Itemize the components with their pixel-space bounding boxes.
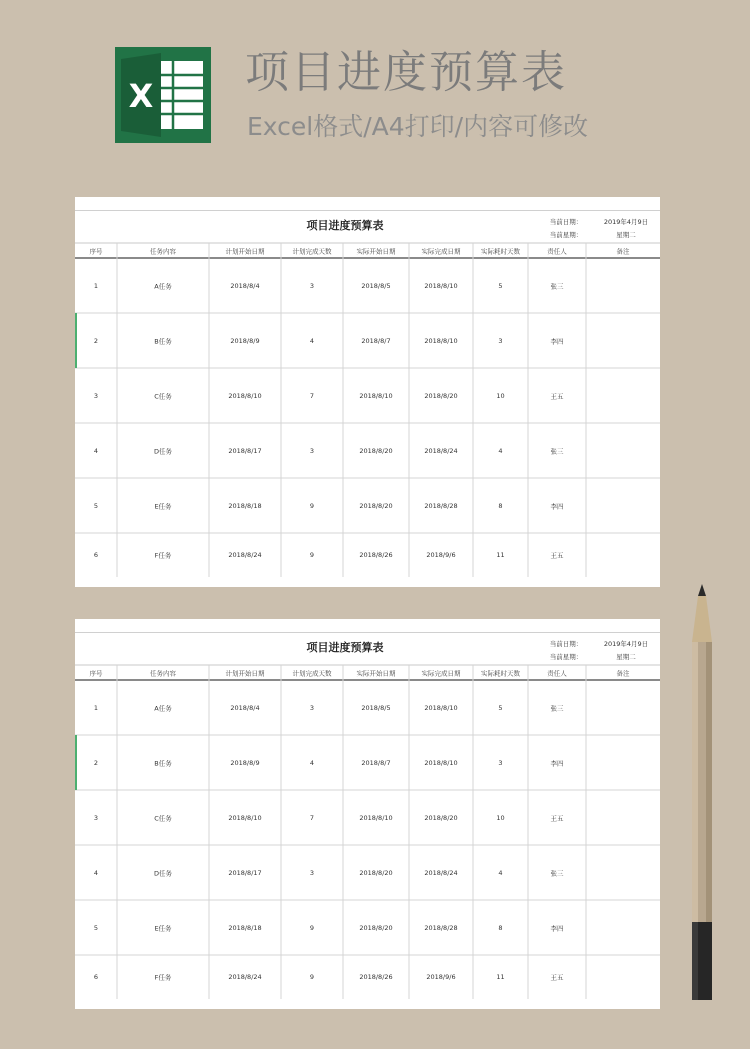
excel-logo-icon xyxy=(115,47,211,143)
table-cell: B任务 xyxy=(154,759,172,767)
table-cell: 2018/9/6 xyxy=(426,551,456,559)
current-weekday-value: 星期二 xyxy=(616,231,636,239)
table-cell: 李四 xyxy=(550,337,564,345)
pencil-icon xyxy=(688,582,716,1007)
table-cell: 2018/8/20 xyxy=(359,923,393,932)
column-header: 计划开始日期 xyxy=(225,247,265,255)
table-cell: 1 xyxy=(93,281,99,290)
table-cell: 1 xyxy=(93,703,99,712)
table-cell: 5 xyxy=(498,703,503,712)
table-cell: 2018/8/4 xyxy=(230,281,260,290)
table-cell: 2018/8/28 xyxy=(424,501,458,510)
table-cell: 张三 xyxy=(550,447,564,455)
column-header: 责任人 xyxy=(547,669,567,677)
table-cell: 3 xyxy=(498,336,503,345)
table-cell: 2018/8/4 xyxy=(230,703,260,712)
table-cell: 2018/8/26 xyxy=(359,551,393,559)
table-cell: 李四 xyxy=(550,924,564,932)
table-cell: 2018/8/10 xyxy=(359,391,393,400)
column-header: 序号 xyxy=(89,669,103,677)
table-cell: 李四 xyxy=(550,502,564,510)
table-cell: 4 xyxy=(93,868,99,877)
current-date-label: 当前日期： xyxy=(549,640,583,648)
table-cell: 7 xyxy=(309,813,315,822)
column-header: 实际耗时天数 xyxy=(481,247,520,255)
column-header: 计划完成天数 xyxy=(292,669,332,677)
spreadsheet-preview-1 xyxy=(75,197,660,587)
table-cell: 2018/8/26 xyxy=(359,973,393,981)
table-cell: 2018/8/10 xyxy=(424,336,458,345)
sheet-title: 项目进度预算表 xyxy=(306,219,384,232)
table-cell: 2 xyxy=(93,758,99,767)
column-header: 实际开始日期 xyxy=(356,669,396,677)
table-cell: 2018/8/20 xyxy=(359,868,393,877)
table-cell: 2018/8/17 xyxy=(228,446,262,455)
table-cell: E任务 xyxy=(154,924,172,932)
column-header: 实际完成日期 xyxy=(421,669,461,677)
table-cell: B任务 xyxy=(154,337,172,345)
table-cell: 5 xyxy=(93,923,99,932)
column-header: 备注 xyxy=(616,669,630,677)
table-cell: 9 xyxy=(309,923,315,932)
table-cell: E任务 xyxy=(154,502,172,510)
table-cell: 11 xyxy=(496,551,505,559)
column-header: 计划完成天数 xyxy=(292,247,332,255)
table-cell: 李四 xyxy=(550,759,564,767)
table-cell: 7 xyxy=(309,391,315,400)
column-header: 实际开始日期 xyxy=(356,247,396,255)
spreadsheet-preview-2 xyxy=(75,619,660,1009)
column-header: 计划开始日期 xyxy=(225,669,265,677)
table-cell: 王五 xyxy=(550,392,564,400)
column-header: 序号 xyxy=(89,247,103,255)
current-weekday-value: 星期二 xyxy=(616,653,636,661)
table-cell: 2018/9/6 xyxy=(426,973,456,981)
column-header: 任务内容 xyxy=(150,247,176,255)
table-cell: 5 xyxy=(498,281,503,290)
table-cell: 2018/8/5 xyxy=(361,703,391,712)
page-title: 项目进度预算表 xyxy=(245,47,567,98)
column-header: 责任人 xyxy=(547,247,567,255)
sheet-title: 项目进度预算表 xyxy=(306,641,384,654)
table-cell: 4 xyxy=(309,336,315,345)
column-header: 任务内容 xyxy=(150,669,176,677)
table-cell: 2018/8/10 xyxy=(228,391,262,400)
table-cell: 2018/8/20 xyxy=(424,391,458,400)
table-cell: A任务 xyxy=(154,704,172,712)
table-cell: 2018/8/10 xyxy=(359,813,393,822)
logo-letter: X xyxy=(128,77,154,115)
table-cell: 3 xyxy=(309,703,315,712)
table-cell: 2018/8/9 xyxy=(230,336,260,345)
column-header: 实际耗时天数 xyxy=(481,669,520,677)
table-cell: 9 xyxy=(309,551,315,559)
table-cell: 4 xyxy=(309,758,315,767)
table-cell: 王五 xyxy=(550,551,564,560)
table-cell: 2018/8/18 xyxy=(228,501,262,510)
table-cell: 6 xyxy=(93,973,99,981)
table-cell: 2018/8/7 xyxy=(361,758,391,767)
table-cell: 2018/8/20 xyxy=(359,501,393,510)
table-cell: 2018/8/24 xyxy=(228,551,262,559)
table-cell: C任务 xyxy=(154,814,172,822)
table-cell: 4 xyxy=(498,446,503,455)
table-cell: 2018/8/28 xyxy=(424,923,458,932)
table-cell: F任务 xyxy=(154,551,172,560)
table-cell: 3 xyxy=(309,281,315,290)
table-cell: D任务 xyxy=(153,447,172,455)
table-cell: 2018/8/18 xyxy=(228,923,262,932)
table-cell: 8 xyxy=(498,501,503,510)
table-cell: 2 xyxy=(93,336,99,345)
table-cell: 4 xyxy=(498,868,503,877)
table-cell: 6 xyxy=(93,551,99,559)
table-cell: 11 xyxy=(496,973,505,981)
current-date-value: 2019年4月9日 xyxy=(603,640,649,648)
table-cell: 9 xyxy=(309,973,315,981)
table-cell: 2018/8/10 xyxy=(424,703,458,712)
table-cell: 2018/8/7 xyxy=(361,336,391,345)
table-cell: 5 xyxy=(93,501,99,510)
table-cell: 2018/8/5 xyxy=(361,281,391,290)
table-cell: F任务 xyxy=(154,973,172,982)
table-cell: 3 xyxy=(93,813,99,822)
current-date-label: 当前日期： xyxy=(549,218,583,226)
table-cell: A任务 xyxy=(154,282,172,290)
table-cell: 2018/8/24 xyxy=(424,446,458,455)
table-cell: 张三 xyxy=(550,282,564,290)
table-cell: 张三 xyxy=(550,869,564,877)
current-weekday-label: 当前星期： xyxy=(549,231,583,239)
table-cell: 2018/8/17 xyxy=(228,868,262,877)
table-cell: 王五 xyxy=(550,973,564,982)
table-cell: 10 xyxy=(496,813,505,822)
page-subtitle: Excel格式/A4打印/内容可修改 xyxy=(247,112,589,141)
table-cell: 2018/8/20 xyxy=(359,446,393,455)
table-cell: 2018/8/24 xyxy=(424,868,458,877)
table-cell: 3 xyxy=(309,868,315,877)
table-cell: 3 xyxy=(498,758,503,767)
table-cell: 王五 xyxy=(550,814,564,822)
table-cell: 3 xyxy=(93,391,99,400)
table-cell: 10 xyxy=(496,391,505,400)
table-cell: 2018/8/24 xyxy=(228,973,262,981)
table-cell: 2018/8/10 xyxy=(424,281,458,290)
column-header: 实际完成日期 xyxy=(421,247,461,255)
current-date-value: 2019年4月9日 xyxy=(603,218,649,226)
table-cell: 4 xyxy=(93,446,99,455)
table-cell: 3 xyxy=(309,446,315,455)
table-cell: D任务 xyxy=(153,869,172,877)
table-cell: 2018/8/10 xyxy=(424,758,458,767)
table-cell: 2018/8/9 xyxy=(230,758,260,767)
table-cell: 8 xyxy=(498,923,503,932)
column-header: 备注 xyxy=(616,247,630,255)
table-cell: 张三 xyxy=(550,704,564,712)
table-cell: 2018/8/20 xyxy=(424,813,458,822)
current-weekday-label: 当前星期： xyxy=(549,653,583,661)
table-cell: 9 xyxy=(309,501,315,510)
table-cell: 2018/8/10 xyxy=(228,813,262,822)
table-cell: C任务 xyxy=(154,392,172,400)
